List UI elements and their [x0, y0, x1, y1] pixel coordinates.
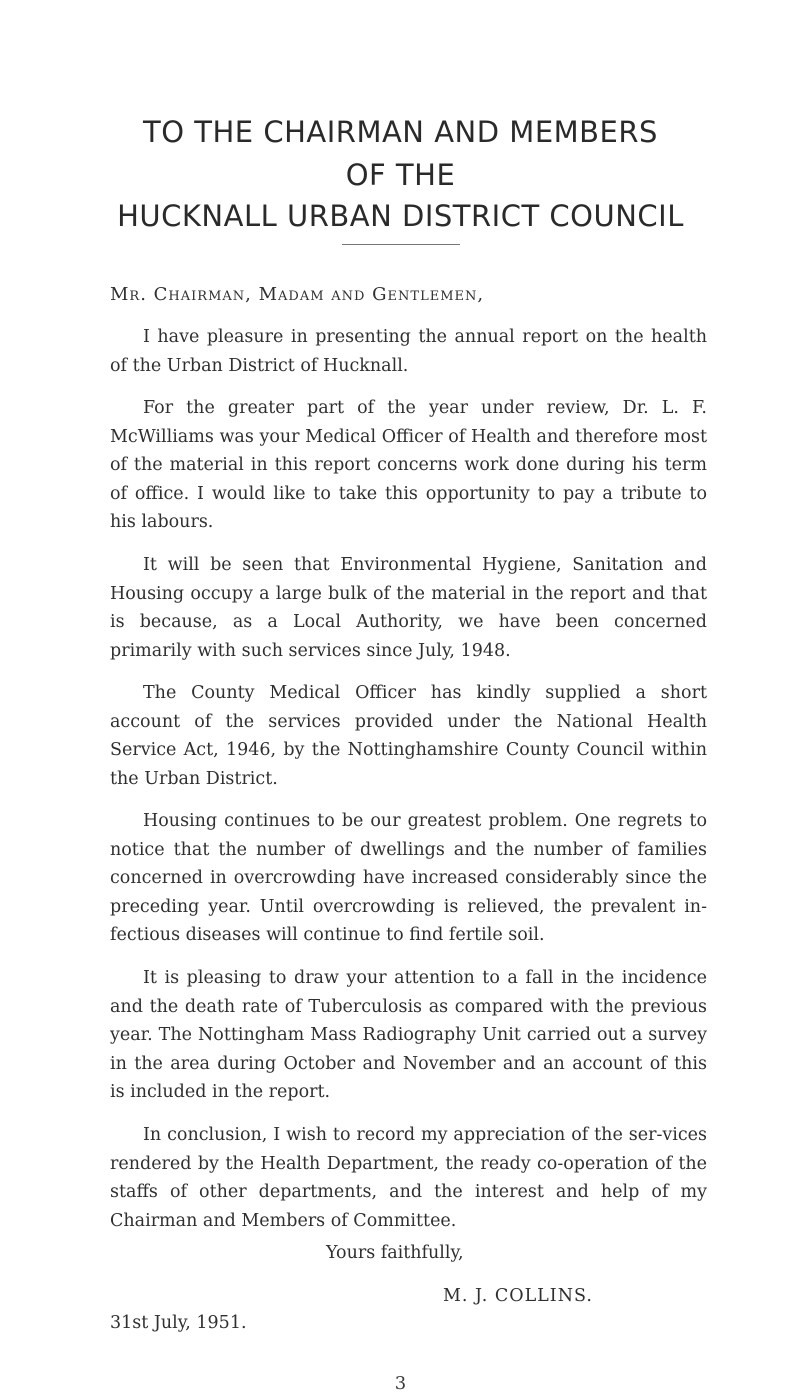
- heading-line-3: HUCKNALL URBAN DISTRICT COUNCIL: [117, 199, 684, 233]
- page-number: 3: [394, 1373, 407, 1394]
- paragraph-2: For the greater part of the year under review, Dr. L. F. McWilliams was your Medical Officer of Health and therefore most of the material in this report concerns work done during his term of office. I would like to take this opportunity to pay a tribute to his labours.: [110, 398, 707, 532]
- paragraph-5: Housing continues to be our greatest problem. One regrets to notice that the number of dwellings and the number of families concerned in overcrowding have increased considerably since the preceding year. Until overcrowding is relieved, the prevalent in-fectious diseases will continue to find fertile soil.: [110, 811, 707, 945]
- salutation: Mr. Chairman, Madam and Gentlemen,: [110, 284, 485, 305]
- paragraph-4: The County Medical Officer has kindly supplied a short account of the services provided under the National Health Service Act, 1946, by the Nottinghamshire County Council within the Urban District.: [110, 683, 707, 789]
- heading-divider: [342, 244, 460, 245]
- paragraph-3: It will be seen that Environmental Hygiene, Sanitation and Housing occupy a large bulk of the material in the report and that is because, as a Local Authority, we have been concerned primarily with such services since July, 1948.: [110, 555, 707, 661]
- heading-line-1: TO THE CHAIRMAN AND MEMBERS: [143, 115, 658, 149]
- paragraph-6: It is pleasing to draw your attention to a fall in the incidence and the death rate of Tuberculosis as compared with the previous year. The Nottingham Mass Radiography Unit carried out a survey in the area during October and November and an account of this is included in the report.: [110, 968, 707, 1102]
- heading-line-2: OF THE: [345, 158, 456, 192]
- paragraph-1: I have pleasure in presenting the annual report on the health of the Urban District of Hucknall.: [110, 327, 707, 376]
- closing: Yours faithfully,: [326, 1243, 464, 1263]
- date: 31st July, 1951.: [110, 1313, 247, 1333]
- paragraph-7: In conclusion, I wish to record my appreciation of the ser-vices rendered by the Health Department, the ready co-operation of the staffs of other departments, and the interest and help of my Chairman and Members of Committee.: [110, 1125, 707, 1231]
- signature: M. J. COLLINS.: [443, 1286, 593, 1306]
